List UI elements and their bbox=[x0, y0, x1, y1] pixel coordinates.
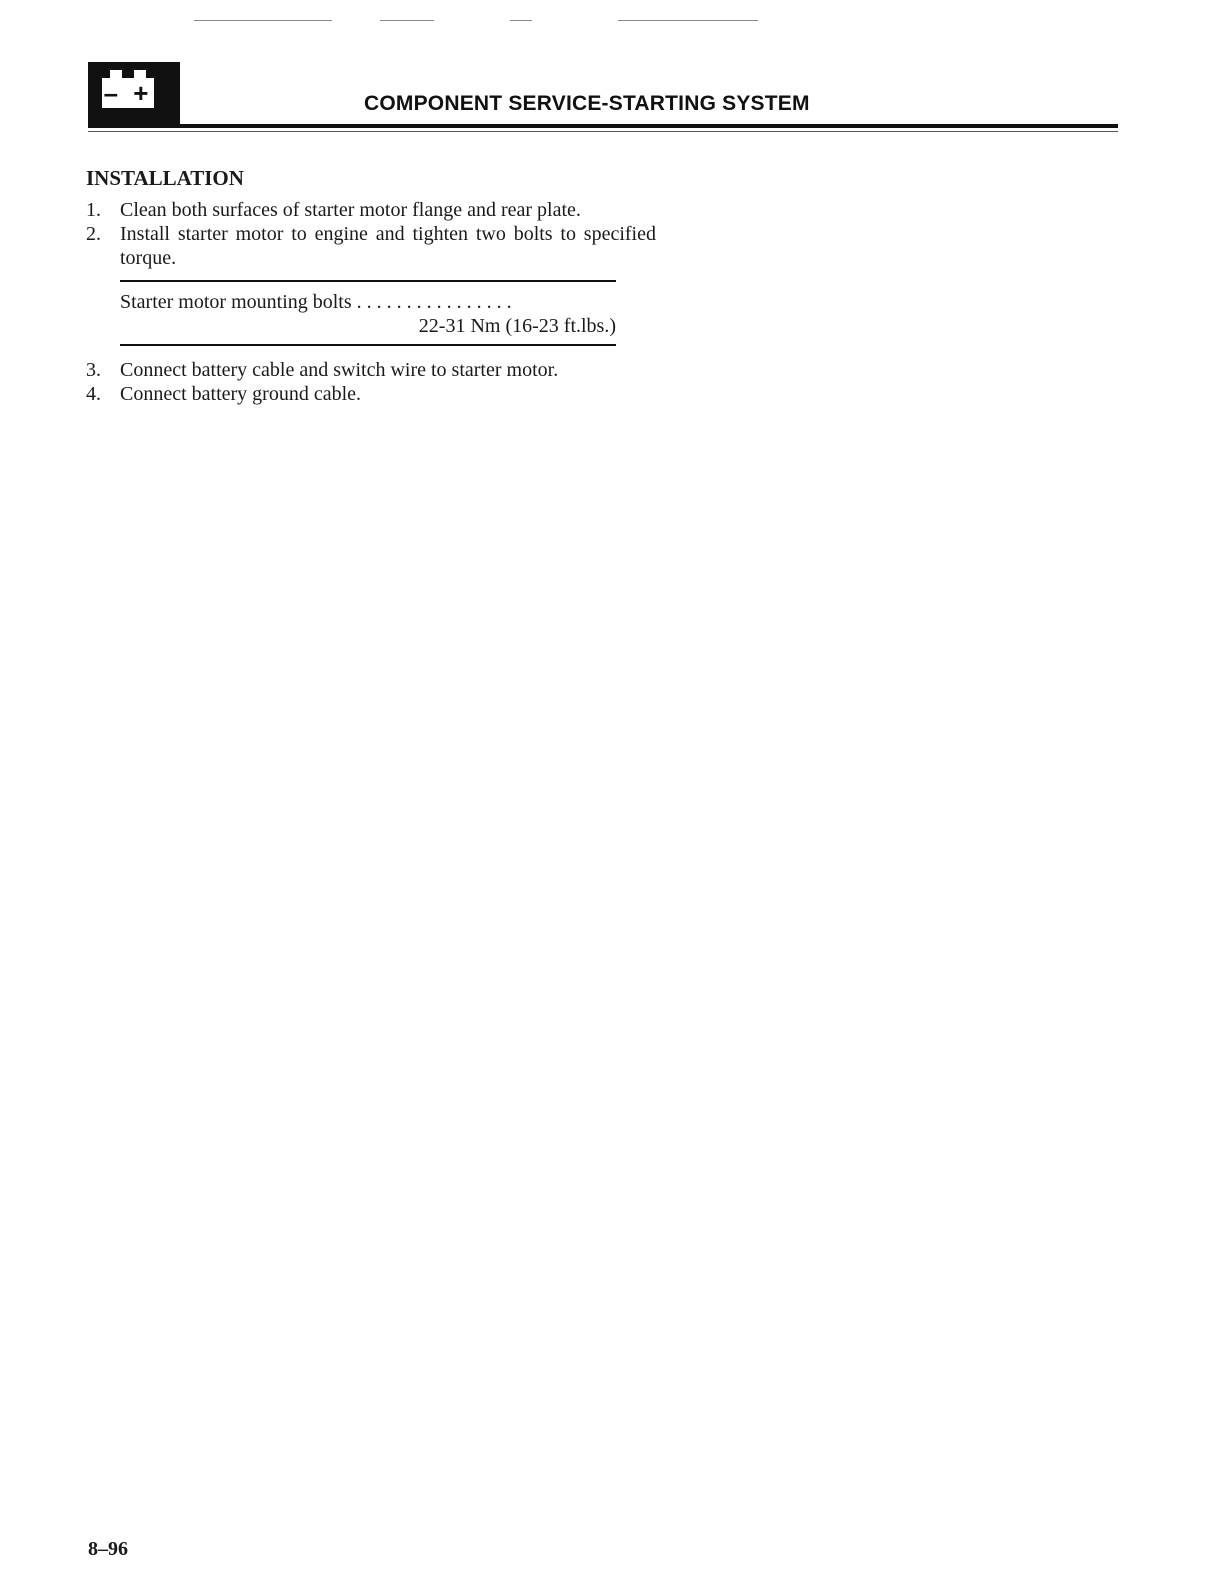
page-number: 8–96 bbox=[88, 1538, 128, 1560]
battery-icon bbox=[88, 62, 180, 126]
section-heading: INSTALLATION bbox=[86, 166, 244, 190]
step-number: 2. bbox=[86, 223, 101, 245]
step-text: Clean both surfaces of starter motor flange and rear plate. bbox=[120, 199, 581, 221]
battery-symbol: – + bbox=[103, 78, 153, 108]
top-scan-line-3 bbox=[510, 20, 532, 21]
step-text: Install starter motor to engine and tighten two bolts to specified torque. bbox=[120, 223, 656, 269]
step-number: 1. bbox=[86, 199, 101, 221]
header-rule-thin bbox=[88, 131, 1118, 132]
step-text: Connect battery ground cable. bbox=[120, 383, 362, 405]
step-number: 4. bbox=[86, 383, 101, 405]
installation-section bbox=[86, 166, 656, 406]
page-title: COMPONENT SERVICE-STARTING SYSTEM bbox=[364, 92, 810, 115]
torque-spec-box bbox=[120, 280, 616, 346]
header-rule bbox=[88, 124, 1118, 128]
step-text: Connect battery cable and switch wire to starter motor. bbox=[120, 359, 559, 381]
step-item bbox=[86, 382, 656, 406]
battery-terminal-negative bbox=[110, 70, 122, 78]
battery-terminal-positive bbox=[134, 70, 146, 78]
top-scan-line-2 bbox=[380, 20, 434, 21]
step-item bbox=[86, 198, 656, 222]
top-scan-line-1 bbox=[194, 20, 332, 21]
spec-value: 22-31 Nm (16-23 ft.lbs.) bbox=[418, 315, 616, 337]
step-item bbox=[86, 358, 656, 382]
spec-label: Starter motor mounting bolts . . . . . . . . . . . . . . . . bbox=[120, 291, 512, 313]
step-number: 3. bbox=[86, 359, 101, 381]
top-scan-line-4 bbox=[618, 20, 758, 21]
step-item bbox=[86, 222, 656, 270]
